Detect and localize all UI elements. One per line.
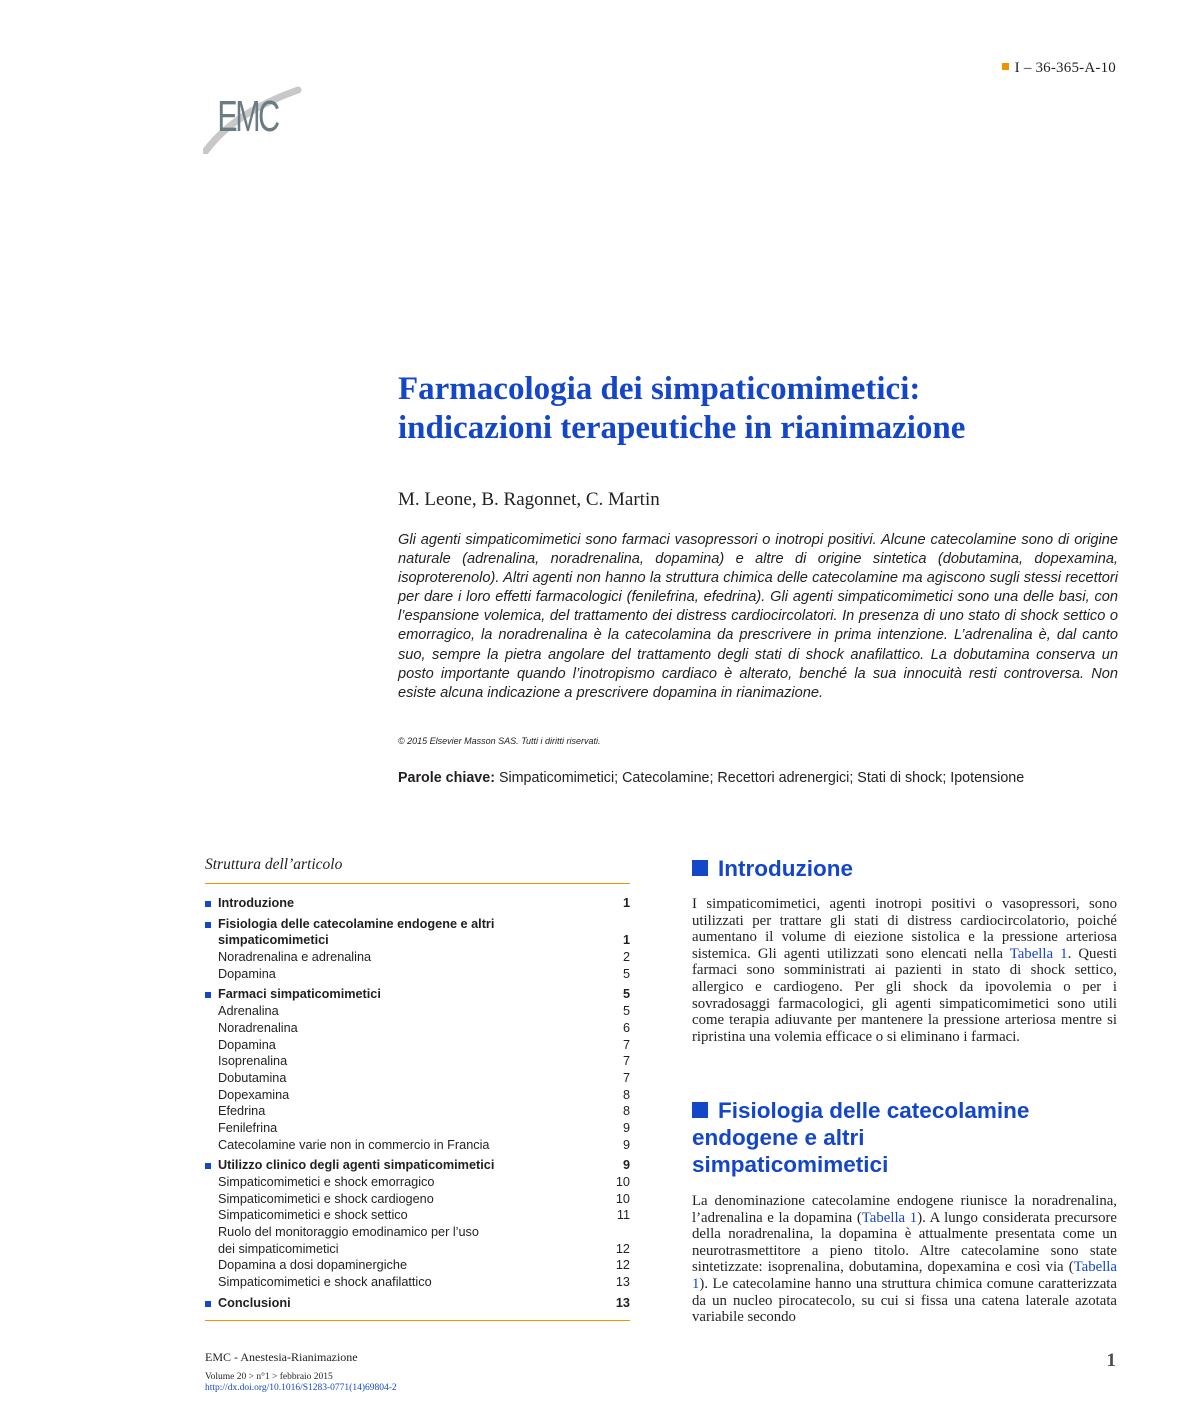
toc-entry-label: Noradrenalina e adrenalina <box>218 950 372 965</box>
toc-entry-page: 1 <box>622 933 630 948</box>
reference-code-text: I – 36-365-A-10 <box>1014 60 1116 76</box>
toc-sub-entry[interactable] <box>205 1053 630 1070</box>
toc-bullet-icon <box>205 992 211 998</box>
toc-entry-label: Introduzione <box>218 896 295 910</box>
toc-divider-bottom <box>205 1320 630 1321</box>
intro-paragraph <box>692 896 1117 1045</box>
toc-entry-page: 10 <box>615 1175 630 1189</box>
emc-logo-text: EMC <box>217 91 278 141</box>
toc-sub-entry[interactable] <box>205 1207 630 1224</box>
keywords <box>398 770 1024 786</box>
toc-entry-page: 8 <box>622 1087 630 1102</box>
toc-entry-label: Isoprenalina <box>218 1054 288 1069</box>
article-title <box>398 370 1118 448</box>
emc-logo-graphic <box>203 68 303 154</box>
section-heading-line-1: Fisiologia delle catecolamine <box>718 1098 1030 1123</box>
toc-entry-page: 7 <box>622 1054 630 1069</box>
toc-entry-label: Fenilefrina <box>218 1120 278 1135</box>
toc-entry-page: 13 <box>615 1295 630 1310</box>
toc-main-entry[interactable] <box>205 932 630 949</box>
toc-main-entry[interactable] <box>205 916 630 933</box>
toc-entry-page: 2 <box>622 950 630 965</box>
toc-entry-label: Fisiologia delle catecolamine endogene e altri <box>218 916 495 931</box>
toc-entry-page: 5 <box>622 987 630 1002</box>
toc-sub-entry[interactable] <box>205 1120 630 1137</box>
table-link[interactable]: Tabella 1 <box>692 1259 1117 1292</box>
toc-entry-label: Catecolamine varie non in commercio in Francia <box>218 1137 490 1152</box>
toc-entry-page: 9 <box>622 1158 630 1173</box>
emc-logo <box>203 68 303 154</box>
intro-text-b: . Questi farmaci sono somministrati ai pazienti in stato di shock settico, allergico e cardiogeno. Per gli shock da ipovolemia o per i sovradosaggi farmacologici, gli agenti simpaticomimetici sono utili come terapia adiuvante per mantenere la pressione arteriosa mentre si ripristina una volemia efficace o si eliminano i farmaci. <box>692 945 1117 1045</box>
toc-title: Struttura dell’articolo <box>205 856 343 873</box>
toc-entry-label: Efedrina <box>218 1104 266 1119</box>
toc-entry-label: Conclusioni <box>218 1295 291 1310</box>
authors: M. Leone, B. Ragonnet, C. Martin <box>398 489 660 510</box>
toc-sub-entry[interactable] <box>205 949 630 966</box>
fisio-text-a: La denominazione catecolamine endogene riunisce la noradrenalina, l’adrenalina e la dopamina ( <box>692 1193 1117 1226</box>
intro-text-a: I simpaticomimetici, agenti inotropi positivi o vasopressori, sono utilizzati per trattare gli stati di distress cardiocircolatorio, poiché aumentano il volume di eiezione sistolica e la pressione arteriosa sistemica. Gli agenti utilizzati sono elencati nella <box>692 896 1117 962</box>
toc-entry-page: 12 <box>615 1258 630 1273</box>
reference-code <box>1002 60 1116 77</box>
toc-sub-entry[interactable] <box>205 966 630 983</box>
toc-entry-label: Dopamina a dosi dopaminergiche <box>218 1258 408 1273</box>
toc-sub-entry[interactable] <box>205 1137 630 1154</box>
section-heading-text: Introduzione <box>718 856 853 881</box>
orange-square-icon <box>1002 63 1009 70</box>
toc-entry-label: Adrenalina <box>218 1004 279 1019</box>
toc-entry-page: 8 <box>622 1104 630 1119</box>
volume-info: Volume 20 > n°1 > febbraio 2015 <box>205 1372 333 1382</box>
toc-bullet-icon <box>205 901 211 907</box>
journal-name: EMC - Anestesia-Rianimazione <box>205 1350 358 1364</box>
title-line-1: Farmacologia dei simpaticomimetici: <box>398 371 921 407</box>
toc-sub-entry[interactable] <box>205 1003 630 1020</box>
toc-entry-page: 9 <box>622 1137 630 1152</box>
toc-sub-entry[interactable] <box>205 1174 630 1191</box>
toc-entry-page: 5 <box>622 966 630 981</box>
section-heading-fisiologia <box>692 1097 1132 1178</box>
table-link[interactable]: Tabella 1 <box>861 1209 918 1226</box>
toc-entry-page: 11 <box>616 1208 630 1223</box>
copyright: © 2015 Elsevier Masson SAS. Tutti i diritti riservati. <box>398 736 601 746</box>
toc-entry-label: dei simpaticomimetici <box>218 1241 339 1256</box>
toc-entry-page: 13 <box>615 1275 630 1290</box>
toc-entry-label: Dopamina <box>218 966 276 981</box>
table-of-contents <box>205 895 630 1312</box>
section-heading-introduzione <box>692 855 1132 882</box>
title-line-2: indicazioni terapeutiche in rianimazione <box>398 410 966 446</box>
toc-entry-label: Ruolo del monitoraggio emodinamico per l’uso <box>218 1225 479 1240</box>
keywords-list: Simpaticomimetici; Catecolamine; Recettori adrenergici; Stati di shock; Ipotensione <box>498 770 1025 786</box>
toc-main-entry[interactable] <box>205 1157 630 1174</box>
keywords-label: Parole chiave: <box>398 770 495 786</box>
section-square-icon <box>692 860 708 876</box>
toc-entry-page: 9 <box>622 1120 630 1135</box>
toc-sub-entry[interactable] <box>205 1224 630 1241</box>
toc-divider-top <box>205 883 630 884</box>
table-link[interactable]: Tabella 1 <box>1009 945 1068 962</box>
toc-main-entry[interactable] <box>205 986 630 1003</box>
toc-main-entry[interactable] <box>205 895 630 912</box>
toc-sub-entry[interactable] <box>205 1257 630 1274</box>
toc-entry-page: 12 <box>615 1241 630 1256</box>
page-number: 1 <box>1106 1350 1116 1371</box>
fisio-text-c: ). Le catecolamine hanno una struttura chimica comune caratterizzata da un nucleo pirocatecolo, su cui si fissa una catena laterale azotata variabile secondo <box>692 1275 1117 1326</box>
toc-entry-label: Simpaticomimetici e shock cardiogeno <box>218 1191 434 1206</box>
toc-sub-entry[interactable] <box>205 1070 630 1087</box>
abstract: Gli agenti simpaticomimetici sono farmaci vasopressori o inotropi positivi. Alcune catecolamine sono di origine naturale (adrenalina, noradrenalina, dopamina) e altre di origine sintetica (dobutamina, dopexamina, isoproterenolo). Altri agenti non hanno la struttura chimica delle catecolamine ma agiscono sugli stessi recettori per dare i loro effetti farmacologici (fenilefrina, efedrina). Gli agenti simpaticomimetici sono una delle basi, con l’espansione volemica, del trattamento dei distress cardiocircolatori. In presenza di uno stato di shock settico o emorragico, la noradrenalina è la catecolamina da prescrivere in prima intenzione. L’adrenalina è, dal canto suo, sempre la pietra angolare del trattamento degli stati di shock anafilattico. La dobutamina conserva un posto importante quando l’inotropismo cardiaco è alterato, benché la sua innocuità resti controversa. Non esiste alcuna indicazione a prescrivere dopamina in rianimazione. <box>398 532 1118 701</box>
toc-sub-entry[interactable] <box>205 1241 630 1258</box>
toc-entry-label: Simpaticomimetici e shock anafilattico <box>218 1275 432 1290</box>
toc-sub-entry[interactable] <box>205 1037 630 1054</box>
toc-entry-page: 6 <box>622 1020 630 1035</box>
doi-link[interactable]: http://dx.doi.org/10.1016/S1283-0771(14)69804-2 <box>205 1383 397 1393</box>
toc-entry-label: Simpaticomimetici e shock settico <box>218 1208 408 1223</box>
toc-bullet-icon <box>205 922 211 928</box>
toc-entry-label: Farmaci simpaticomimetici <box>218 987 381 1002</box>
toc-bullet-icon <box>205 1163 211 1169</box>
toc-entry-label: Noradrenalina <box>218 1020 298 1035</box>
fisiologia-paragraph <box>692 1193 1117 1326</box>
toc-sub-entry[interactable] <box>205 1191 630 1208</box>
toc-sub-entry[interactable] <box>205 1103 630 1120</box>
toc-entry-page: 7 <box>622 1037 630 1052</box>
toc-sub-entry[interactable] <box>205 1274 630 1291</box>
section-square-icon <box>692 1102 708 1118</box>
toc-entry-page: 10 <box>615 1191 630 1206</box>
toc-entry-page: 7 <box>622 1070 630 1085</box>
toc-entry-label: Dopexamina <box>218 1087 290 1102</box>
toc-bullet-icon <box>205 1301 211 1307</box>
toc-entry-page: 5 <box>622 1004 630 1019</box>
toc-entry-label: Dobutamina <box>218 1070 287 1085</box>
toc-sub-entry[interactable] <box>205 1020 630 1037</box>
section-heading-line-3: simpaticomimetici <box>692 1152 889 1177</box>
fisio-text-b: ). A lungo considerata precursore della noradrenalina, la dopamina è attualmente presentata come un neurotrasmettitore a pieno titolo. Altre catecolamine sono state sintetizzate: isoprenalina, dobutamina, dopexamina e così via ( <box>692 1209 1117 1276</box>
toc-entry-page: 1 <box>622 896 630 910</box>
section-heading-line-2: endogene e altri <box>692 1125 865 1150</box>
toc-main-entry[interactable] <box>205 1295 630 1312</box>
toc-entry-label: Simpaticomimetici e shock emorragico <box>218 1175 435 1189</box>
toc-entry-label: simpaticomimetici <box>218 933 329 948</box>
toc-entry-label: Dopamina <box>218 1037 276 1052</box>
toc-entry-label: Utilizzo clinico degli agenti simpaticomimetici <box>218 1158 495 1173</box>
toc-sub-entry[interactable] <box>205 1087 630 1104</box>
